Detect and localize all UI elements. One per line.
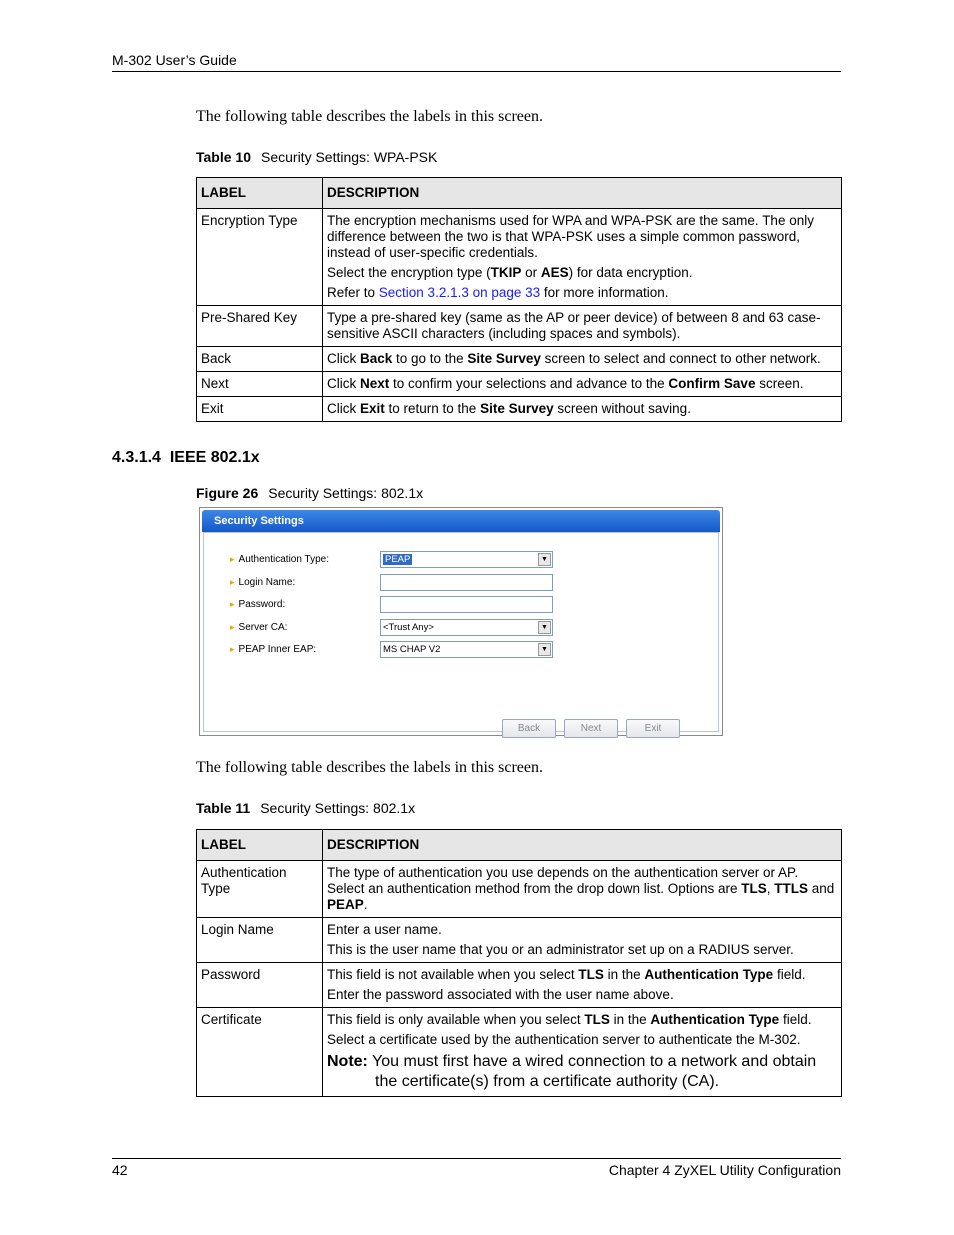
desc-paragraph: This field is not available when you select TLS in the Authentication Type field. <box>327 967 806 982</box>
row-description: The type of authentication you use depends on the authentication server or AP. Select an authentication method from the drop down list. Options are TLS, TTLS and PEAP. <box>323 861 842 918</box>
table-header-row <box>197 830 842 861</box>
back-button[interactable]: Back <box>502 719 556 738</box>
auth-type-row <box>230 550 329 568</box>
row-label: Next <box>197 372 323 397</box>
table11-caption <box>196 800 415 816</box>
desc-paragraph: Select the encryption type (TKIP or AES) for data encryption. <box>327 265 693 280</box>
settings-panel <box>203 532 719 732</box>
section-heading <box>112 449 260 467</box>
row-label: Pre-Shared Key <box>197 306 323 347</box>
chevron-down-icon[interactable]: ▼ <box>538 553 551 566</box>
section-number: 4.3.1.4 <box>112 449 161 466</box>
row-description <box>323 918 842 963</box>
table11 <box>196 829 842 1097</box>
table-row <box>197 1008 842 1097</box>
note-paragraph: Note: You must first have a wired connection to a network and obtain the certificate(s) from a certificate authority (CA). <box>327 1053 817 1090</box>
desc-paragraph: The encryption mechanisms used for WPA and WPA-PSK are the same. The only difference between the two is that WPA-PSK uses a simple common password, instead of user-specific credentials. <box>327 213 814 260</box>
desc-paragraph: Enter the password associated with the user name above. <box>327 987 674 1002</box>
auth-type-label: Authentication Type: <box>238 553 329 565</box>
password-row <box>230 595 285 613</box>
figure26-number: Figure 26 <box>196 485 259 501</box>
security-settings-screenshot <box>199 507 723 736</box>
row-label: Encryption Type <box>197 209 323 306</box>
figure26-title: Security Settings: 802.1x <box>268 485 424 501</box>
col-label-header: LABEL <box>197 178 323 209</box>
row-label: Back <box>197 347 323 372</box>
table10-caption <box>196 149 437 165</box>
row-description <box>323 963 842 1008</box>
desc-paragraph: This field is only available when you select TLS in the Authentication Type field. <box>327 1012 812 1027</box>
arrow-icon: ▸ <box>230 643 235 654</box>
row-description: Click Back to go to the Site Survey screen to select and connect to other network. <box>323 347 842 372</box>
next-button[interactable]: Next <box>564 719 618 738</box>
row-description <box>323 209 842 306</box>
intro-paragraph: The following table describes the labels in this screen. <box>196 108 544 125</box>
login-name-input[interactable] <box>380 574 553 591</box>
col-description-header: DESCRIPTION <box>323 178 842 209</box>
peap-inner-eap-row <box>230 640 316 658</box>
desc-paragraph: This is the user name that you or an administrator set up on a RADIUS server. <box>327 942 794 957</box>
desc-paragraph: Select a certificate used by the authentication server to authenticate the M-302. <box>327 1032 801 1047</box>
table-row <box>197 963 842 1008</box>
table-row <box>197 347 842 372</box>
login-name-row <box>230 573 295 591</box>
desc-paragraph: Enter a user name. <box>327 922 442 937</box>
table10-title: Security Settings: WPA-PSK <box>261 149 438 165</box>
window-title: Security Settings <box>214 515 304 527</box>
table-row <box>197 209 842 306</box>
arrow-icon: ▸ <box>230 576 235 587</box>
row-description: Type a pre-shared key (same as the AP or peer device) of between 8 and 63 case-sensitive ASCII characters (including spaces and symbols). <box>323 306 842 347</box>
arrow-icon: ▸ <box>230 621 235 632</box>
arrow-icon: ▸ <box>230 598 235 609</box>
table-row <box>197 397 842 422</box>
password-input[interactable] <box>380 596 553 613</box>
row-description <box>323 1008 842 1097</box>
intro-paragraph: The following table describes the labels in this screen. <box>196 759 544 776</box>
password-label: Password: <box>238 598 286 610</box>
row-label: Login Name <box>197 918 323 963</box>
note-label: Note: <box>327 1053 368 1070</box>
row-label: Authentication Type <box>197 861 323 918</box>
col-label-header: LABEL <box>197 830 323 861</box>
col-description-header: DESCRIPTION <box>323 830 842 861</box>
row-label: Certificate <box>197 1008 323 1097</box>
table-row <box>197 372 842 397</box>
server-ca-select[interactable]: <Trust Any> ▼ <box>380 619 553 636</box>
arrow-icon: ▸ <box>230 553 235 564</box>
table-row <box>197 861 842 918</box>
chevron-down-icon[interactable]: ▼ <box>538 621 551 634</box>
table10-number: Table 10 <box>196 149 251 165</box>
login-name-label: Login Name: <box>238 576 296 588</box>
window-title-bar <box>202 510 720 532</box>
server-ca-row <box>230 618 287 636</box>
table-header-row <box>197 178 842 209</box>
table-row <box>197 306 842 347</box>
exit-button[interactable]: Exit <box>626 719 680 738</box>
header-rule <box>112 71 841 72</box>
chevron-down-icon[interactable]: ▼ <box>538 643 551 656</box>
chapter-footer: Chapter 4 ZyXEL Utility Configuration <box>608 1162 841 1178</box>
table-row <box>197 918 842 963</box>
row-label: Password <box>197 963 323 1008</box>
footer-rule <box>112 1158 841 1159</box>
section-link[interactable]: Section 3.2.1.3 on page 33 <box>378 285 541 300</box>
peap-inner-eap-select[interactable]: MS CHAP V2 ▼ <box>380 641 553 658</box>
desc-paragraph: Refer to Section 3.2.1.3 on page 33 for more information. <box>327 285 669 300</box>
table11-title: Security Settings: 802.1x <box>260 800 416 816</box>
running-header: M-302 User’s Guide <box>112 52 237 68</box>
row-description: Click Exit to return to the Site Survey screen without saving. <box>323 397 842 422</box>
auth-type-select[interactable]: PEAP ▼ <box>380 551 553 568</box>
table11-number: Table 11 <box>196 800 251 816</box>
row-label: Exit <box>197 397 323 422</box>
section-title: IEEE 802.1x <box>169 449 260 466</box>
figure26-caption <box>196 485 423 501</box>
table10 <box>196 177 842 422</box>
row-description: Click Next to confirm your selections and advance to the Confirm Save screen. <box>323 372 842 397</box>
page-number: 42 <box>112 1162 128 1178</box>
peap-inner-eap-label: PEAP Inner EAP: <box>238 643 317 655</box>
server-ca-label: Server CA: <box>238 621 288 633</box>
